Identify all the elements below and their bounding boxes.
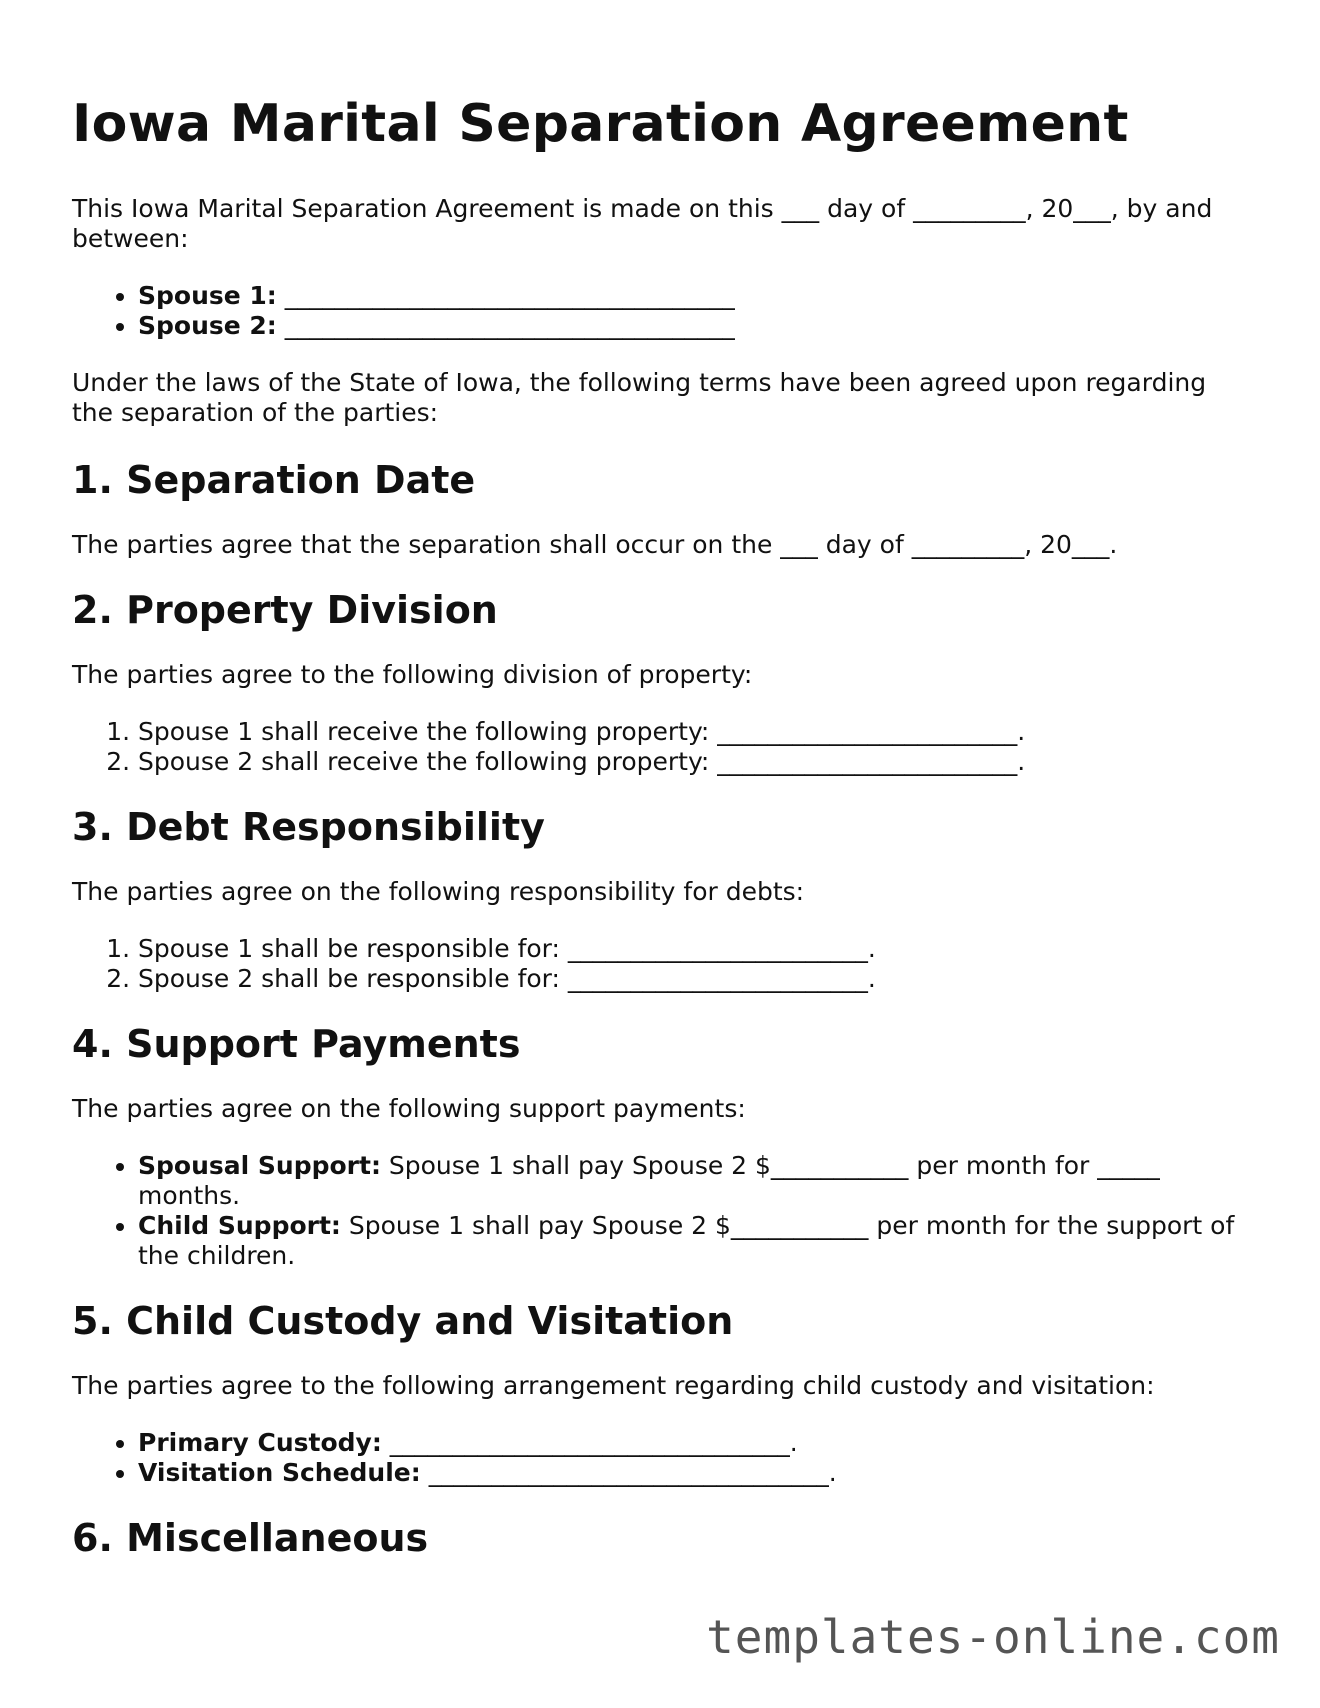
- party-label: Spouse 2:: [138, 311, 277, 340]
- section-heading-separation-date: 1. Separation Date: [72, 458, 476, 502]
- property-list: [72, 717, 1252, 777]
- party-label: Spouse 1:: [138, 281, 277, 310]
- support-label: Child Support:: [138, 1211, 341, 1240]
- custody-list: [72, 1428, 1252, 1488]
- watermark: templates-online.com: [706, 1610, 1280, 1664]
- list-item: [138, 1428, 1252, 1458]
- support-text: Spouse 1 shall pay Spouse 2 $___________ per month for the support of the children.: [138, 1211, 1235, 1270]
- list-item: [138, 1211, 1252, 1271]
- custody-text: ________________________________.: [381, 1428, 798, 1457]
- list-item: [138, 1151, 1252, 1211]
- list-item: [138, 311, 1252, 341]
- list-item: [138, 281, 1252, 311]
- custody-label: Visitation Schedule:: [138, 1458, 421, 1487]
- party-blank: ____________________________________: [276, 311, 735, 340]
- support-label: Spousal Support:: [138, 1151, 381, 1180]
- custody-text: ________________________________.: [420, 1458, 837, 1487]
- intro-paragraph: This Iowa Marital Separation Agreement is made on this ___ day of _________, 20___, by and between:: [72, 194, 1213, 253]
- laws-paragraph: Under the laws of the State of Iowa, the following terms have been agreed upon regarding the separation of the parties:: [72, 368, 1207, 427]
- party-blank: ____________________________________: [276, 281, 735, 310]
- document-page: [72, 0, 1252, 1560]
- section-heading-support-payments: 4. Support Payments: [72, 1022, 521, 1066]
- debt-list: [72, 934, 1252, 994]
- list-item: 1. Spouse 1 shall receive the following property: ________________________.: [138, 717, 1252, 747]
- section-heading-miscellaneous: 6. Miscellaneous: [72, 1516, 429, 1560]
- support-text: Spouse 1 shall pay Spouse 2 $___________ per month for _____ months.: [138, 1151, 1160, 1210]
- custody-paragraph: The parties agree to the following arrangement regarding child custody and visitation:: [72, 1371, 1155, 1400]
- parties-list: [72, 281, 1252, 341]
- section-heading-child-custody: 5. Child Custody and Visitation: [72, 1299, 734, 1343]
- list-item: [138, 1458, 1252, 1488]
- list-item: 2. Spouse 2 shall receive the following property: ________________________.: [138, 747, 1252, 777]
- custody-label: Primary Custody:: [138, 1428, 382, 1457]
- section-heading-debt-responsibility: 3. Debt Responsibility: [72, 805, 545, 849]
- list-item: 2. Spouse 2 shall be responsible for: ________________________.: [138, 964, 1252, 994]
- list-item: 1. Spouse 1 shall be responsible for: ________________________.: [138, 934, 1252, 964]
- property-paragraph: The parties agree to the following division of property:: [72, 660, 753, 689]
- separation-paragraph: The parties agree that the separation shall occur on the ___ day of _________, 20___.: [72, 530, 1118, 559]
- section-heading-property-division: 2. Property Division: [72, 588, 498, 632]
- page-title: Iowa Marital Separation Agreement: [72, 94, 1129, 154]
- support-paragraph: The parties agree on the following support payments:: [72, 1094, 746, 1123]
- debt-paragraph: The parties agree on the following responsibility for debts:: [72, 877, 805, 906]
- support-list: [72, 1151, 1252, 1271]
